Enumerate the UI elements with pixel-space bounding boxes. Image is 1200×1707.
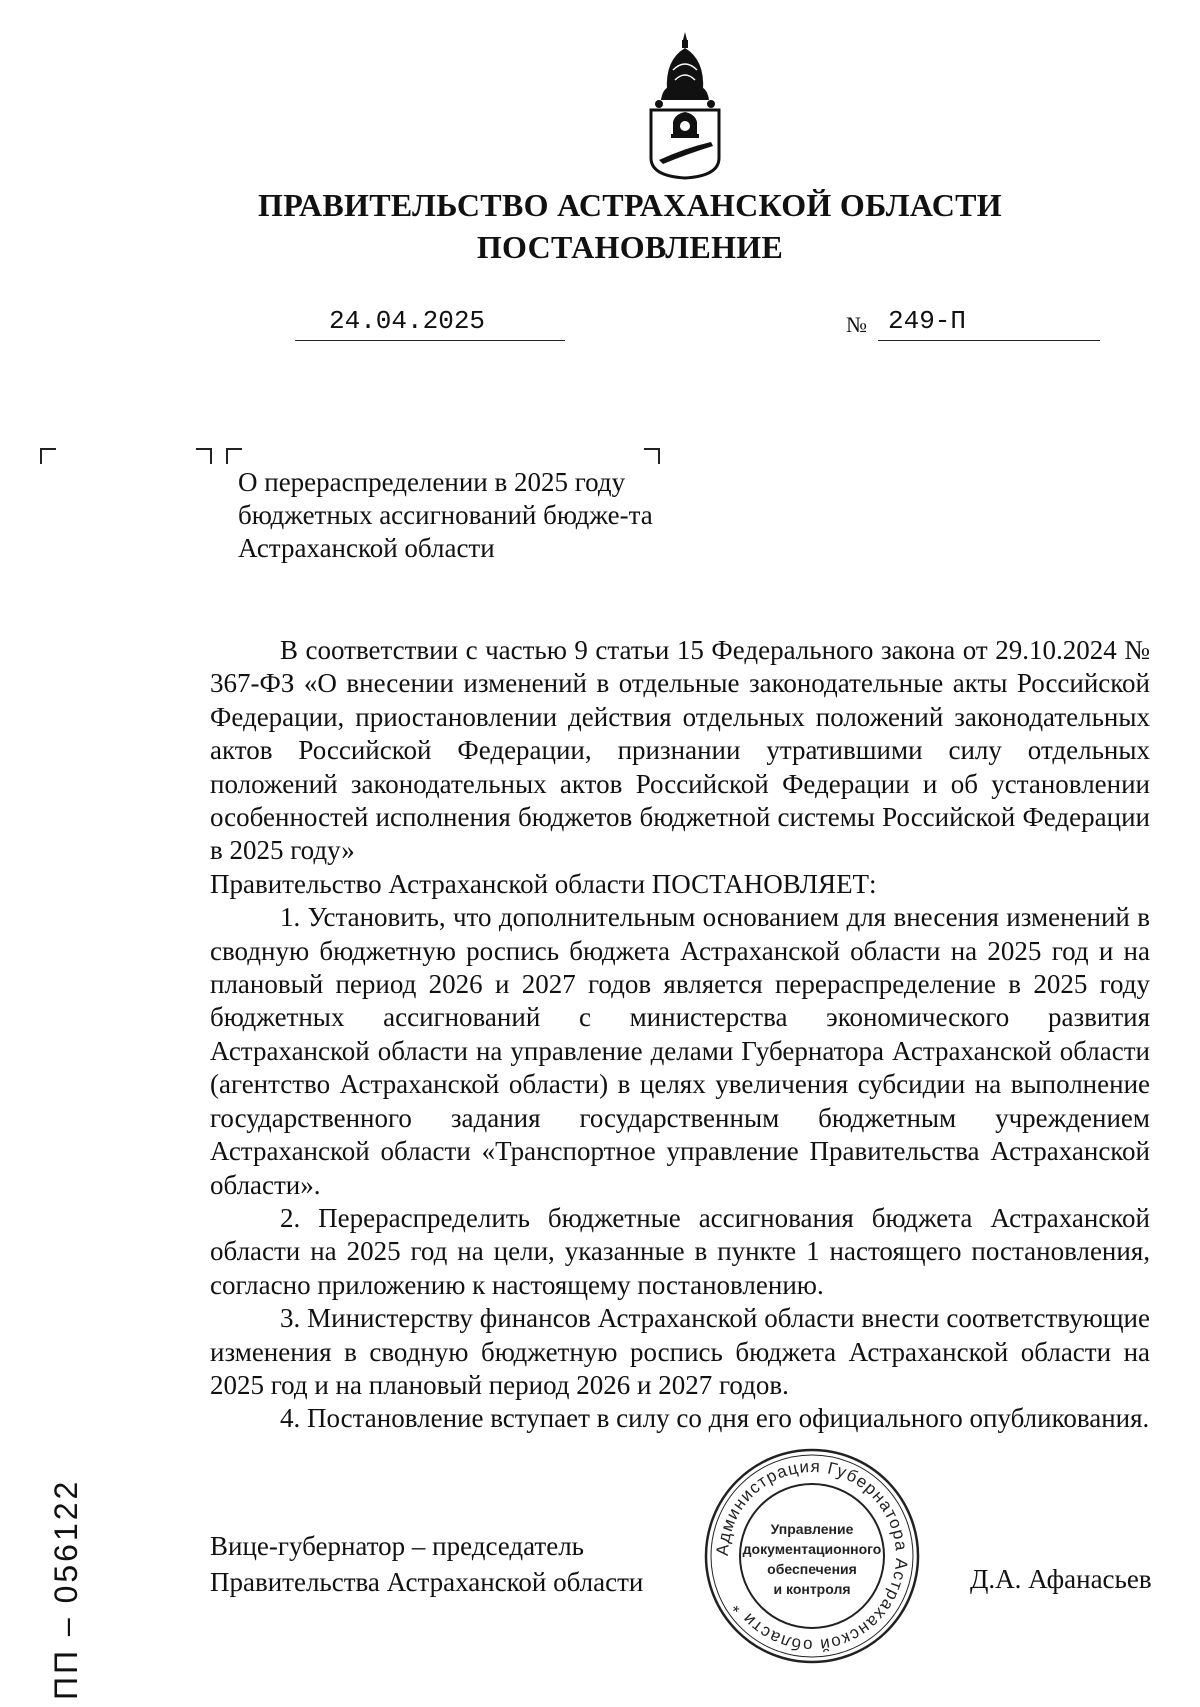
resolution-item-3: 3. Министерству финансов Астраханской области внести соответствующие изменения в сводную бюджетную роспись бюджета Астраханской области на 2025 год и на плановый период 2026 и 2027 годов. [210,1303,1150,1400]
signer-name: Д.А. Афанасьев [970,1564,1152,1594]
resolves-line: Правительство Астраханской области ПОСТАНОВЛЯЕТ: [210,868,877,899]
document-date: 24.04.2025 [329,306,486,336]
stamp-center-line-3: обеспечения [767,1561,857,1577]
stamp-ring-text: Администрация Губернатора Астраханской области * [712,1456,912,1656]
signer-title [210,1528,643,1600]
number-field [878,306,1100,341]
preamble-paragraph: В соответствии с частью 9 статьи 15 Федерального закона от 29.10.2024 № 367-ФЗ «О внесении изменений в отдельные законодательные акты Российской Федерации, приостановлении действия отдельных положений законодательных актов Российской Федерации, признании утратившими силу отдельных положений законодательных актов Российской Федерации и об установлении особенностей исполнения бюджетов бюджетной системы Российской Федерации в 2025 году» [210,635,1150,866]
stamp-center-line-4: и контроля [773,1581,851,1597]
document-subject: О перераспределении в 2025 году бюджетных ассигнований бюдже-та Астраханской области [238,467,653,563]
corner-mark [644,448,660,464]
serial-number: ПП – 056122 [48,1478,84,1700]
stamp-center-line-2: документационного [742,1541,882,1557]
authority-title: ПРАВИТЕЛЬСТВО АСТРАХАНСКОЙ ОБЛАСТИ [258,187,1002,223]
document-body [210,634,1150,1436]
signer-title-line-1: Вице-губернатор – председатель [210,1531,584,1561]
official-seal-stamp [702,1446,922,1666]
corner-mark [226,448,242,464]
document-number: 249-П [888,306,967,336]
number-sign: № [846,312,867,337]
corner-mark [196,448,212,464]
document-type: ПОСТАНОВЛЕНИЕ [476,229,784,265]
resolution-item-1: 1. Установить, что дополнительным основанием для внесения изменений в сводную бюджетную роспись бюджета Астраханской области на 2025 год и на плановый период 2026 и 2027 годов является перераспределение в 2025 году бюджетных ассигнований с министерства экономического развития Астраханской области на управление делами Губернатора Астраханской области (агентство Астраханской области) в целях увеличения субсидии на выполнение государственного задания государственным бюджетным учреждением Астраханской области «Транспортное управление Правительства Астраханской области». [210,902,1150,1200]
coat-of-arms-emblem [645,30,725,180]
date-field [295,306,565,341]
resolution-item-4: 4. Постановление вступает в силу со дня его официального опубликования. [280,1403,1150,1434]
signer-title-line-2: Правительства Астраханской области [210,1567,644,1597]
serial-wrapper [48,1380,108,1700]
corner-mark [40,448,56,464]
stamp-center-line-1: Управление [770,1521,854,1537]
resolution-item-2: 2. Перераспределить бюджетные ассигнования бюджета Астраханской области на 2025 год на цели, указанные в пункте 1 настоящего постановления, согласно приложению к настоящему постановлению. [210,1202,1150,1300]
document-heading [200,184,1060,268]
